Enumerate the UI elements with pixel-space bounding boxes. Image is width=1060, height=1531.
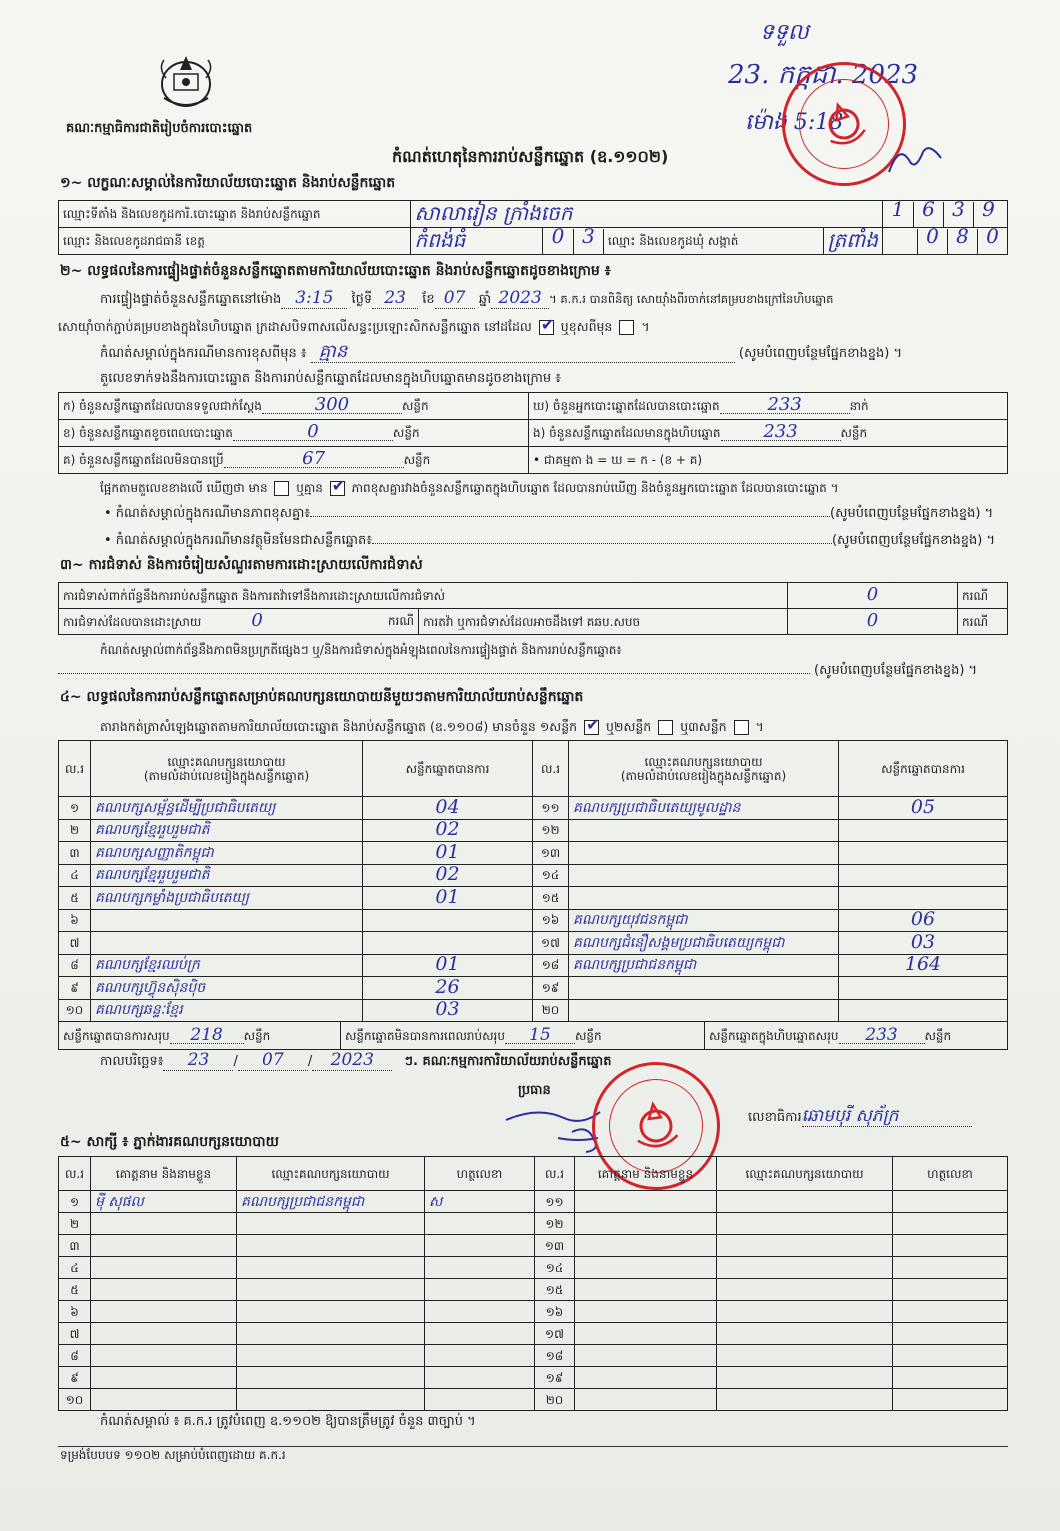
witness-no: ៣ — [59, 1235, 91, 1257]
location-code: 1 6 3 9 — [882, 201, 1007, 228]
received-note: ទទួល — [760, 20, 809, 45]
witness-party — [717, 1191, 893, 1213]
three-sheet-checkbox[interactable] — [734, 720, 749, 735]
table-row — [59, 797, 1008, 820]
party-no: ១៩ — [533, 977, 569, 1000]
witness-no: ២០ — [535, 1389, 575, 1411]
witness-party — [237, 1235, 425, 1257]
party-votes: 26 — [363, 977, 533, 1000]
difference-note-line: កំណត់សម្គាល់ក្នុងករណីមានការខុសពីមុន ៖ គ្មាន (សូមបំពេញបន្ថែមផ្នែកខាងខ្នង) ។ — [100, 341, 903, 362]
witness-name: ម៉ី សុផល — [91, 1191, 237, 1213]
party-no: ២០ — [533, 999, 569, 1022]
witness-no: ១៩ — [535, 1367, 575, 1389]
witness-name — [91, 1213, 237, 1235]
witness-party — [237, 1213, 425, 1235]
commune-code: 0 8 0 — [882, 228, 1007, 255]
witness-signature: ស — [425, 1191, 535, 1213]
nec-emblem-icon — [150, 48, 222, 114]
party-no: ១១ — [533, 797, 569, 820]
witness-name — [575, 1389, 717, 1411]
witness-table: ល.រ គោត្តនាម និងនាមខ្លួន ឈ្មោះគណបក្សនយោបាយ ហត្ថលេខា ល.រ គោត្តនាម និងនាមខ្លួន ឈ្មោះគណបក្សនយោបាយ ហត្ថលេខា ១ ម៉ី សុផល គណបក្សប្រជាជនកម្ពុជា ស ១១ ២ ១២ ៣ ១៣ ៤ ១៤ ៥ ១៥ ៦ ១៦ ៧ ១៧ ៨ ១៨ ៩ ១៩ ១០ ២០ — [58, 1156, 1008, 1411]
table-row — [59, 1323, 1008, 1345]
irregularity-note-back: (សូមបំពេញបន្ថែមផ្នែកខាងខ្នង) ។ — [814, 663, 978, 678]
witness-party — [237, 1301, 425, 1323]
party-name: គណបក្សប្រជាជនកម្ពុជា — [569, 954, 839, 977]
unchanged-checkbox[interactable]: ✔ — [540, 315, 555, 334]
witness-name — [575, 1301, 717, 1323]
table-row — [59, 819, 1008, 842]
witness-no: ១៧ — [535, 1323, 575, 1345]
witness-no: ១៥ — [535, 1279, 575, 1301]
unused-ballots: គ) ចំនួនសន្លឹកឆ្នោតដែលមិនបានប្រើ 67 សន្លឹក — [59, 447, 529, 474]
witness-signature — [893, 1345, 1008, 1367]
witness-signature — [893, 1301, 1008, 1323]
witness-name — [575, 1235, 717, 1257]
party-votes: 01 — [363, 954, 533, 977]
witness-no: ៧ — [59, 1323, 91, 1345]
witness-name — [91, 1345, 237, 1367]
party-votes — [839, 842, 1008, 865]
witness-no: ៨ — [59, 1345, 91, 1367]
witness-no: ៦ — [59, 1301, 91, 1323]
witness-party: គណបក្សប្រជាជនកម្ពុជា — [237, 1191, 425, 1213]
party-name — [569, 999, 839, 1022]
table-row — [59, 1191, 1008, 1213]
witness-no: ៩ — [59, 1367, 91, 1389]
party-name: គណបក្សជំនឿសង្គមប្រជាធិបតេយ្យកម្ពុជា — [569, 932, 839, 955]
party-votes — [839, 887, 1008, 910]
table-row — [59, 1301, 1008, 1323]
witness-no: ៤ — [59, 1257, 91, 1279]
location-value: សាលារៀន ក្រាំងចេក — [410, 201, 882, 228]
witness-name — [575, 1345, 717, 1367]
witness-party — [717, 1345, 893, 1367]
party-votes: 04 — [363, 797, 533, 820]
party-name: គណបក្សខ្មែរឈប់ក្រ — [91, 954, 363, 977]
formula: • ជាគម្មតា ង = ឃ = ក - (ខ + គ) — [529, 447, 1008, 474]
table-row — [59, 1389, 1008, 1411]
party-no: ១៧ — [533, 932, 569, 955]
section3-title: ៣~ ការជំទាស់ និងការចំរៀយសំណួរតាមការដោះស្រាយលើការជំទាស់ — [60, 557, 423, 573]
table-row — [59, 864, 1008, 887]
party-no: ១០ — [59, 999, 91, 1022]
witness-no: ១១ — [535, 1191, 575, 1213]
table-row — [59, 1367, 1008, 1389]
table-row — [59, 1279, 1008, 1301]
table-row — [59, 977, 1008, 1000]
party-no: ១៦ — [533, 909, 569, 932]
party-name: គណបក្សហ៊្វុនស៊ិនប៉ិច — [91, 977, 363, 1000]
secretary-line: លេខាធិការឆោមបុរី សុភ័ក្រ — [748, 1108, 972, 1127]
witness-signature — [425, 1301, 535, 1323]
province-value: កំពង់ធំ — [410, 228, 542, 255]
witness-signature — [893, 1257, 1008, 1279]
party-votes: 01 — [363, 842, 533, 865]
table-row — [59, 842, 1008, 865]
chair-label: ប្រធាន — [518, 1083, 551, 1098]
witness-no: ៥ — [59, 1279, 91, 1301]
witness-signature — [893, 1367, 1008, 1389]
section4-title: ៤~ លទ្ធផលនៃការរាប់សន្លឹកឆ្នោតសម្រាប់គណបក្សនយោបាយនីមួយៗតាមការិយាល័យរាប់សន្លឹកឆ្នោត — [60, 689, 584, 705]
table-row — [59, 1345, 1008, 1367]
party-no: ១២ — [533, 819, 569, 842]
party-no: ៨ — [59, 954, 91, 977]
tally-sheets-line: តារាងកត់ត្រាសំឡេងឆ្នោតតាមការិយាល័យបោះឆ្នោត និងរាប់សន្លឹកឆ្នោត (ឧ.១១០៨) មានចំនួន ១សន្លឹក ✔ ឬ២សន្លឹក ឬ៣សន្លឹក ។ — [100, 715, 764, 734]
witness-signature — [425, 1345, 535, 1367]
ballots-in-box: ង) ចំនួនសន្លឹកឆ្នោតដែលមានក្នុងហិបឆ្នោត 233 សន្លឹក — [529, 420, 1008, 447]
witness-party — [717, 1367, 893, 1389]
table-row — [59, 1257, 1008, 1279]
witness-party — [237, 1323, 425, 1345]
party-name: គណបក្សសញ្ញាតិកម្ពុជា — [91, 842, 363, 865]
party-votes: 02 — [363, 864, 533, 887]
footer-rule — [58, 1446, 1008, 1447]
witness-signature — [425, 1235, 535, 1257]
witness-no: ១៣ — [535, 1235, 575, 1257]
verification-line2: សោយ៉ាំចាក់ភ្ជាប់គម្របខាងក្នុងនៃហិបឆ្នោត ក្រដាសបិទពាសលើសន្ទះប្រឡោះសិកសន្លឹកឆ្នោត នៅដដែល ✔ ឬខុសពីមុន ។ — [58, 315, 650, 334]
form-reference: ទម្រង់បែបបទ ១១០២ សម្រាប់បំពេញដោយ គ.ក.រ — [60, 1448, 286, 1462]
changed-checkbox[interactable] — [619, 320, 634, 335]
party-votes — [363, 932, 533, 955]
witness-signature — [893, 1279, 1008, 1301]
witness-name — [91, 1367, 237, 1389]
total-in-box: សន្លឹកឆ្នោតក្នុងហិបឆ្នោតសរុប 233 សន្លឹក — [705, 1022, 1008, 1050]
complaints-table: ការជំទាស់ពាក់ព័ន្ធនឹងការរាប់សន្លឹកឆ្នោត និងការតវ៉ាទៅនឹងការដោះស្រាយលើការជំទាស់ 0 ករណី ការជំទាស់ដែលបានដោះស្រាយ 0 ករណី ការតវ៉ា ឬការជំទាស់ដែលអាចដឹងទៅ គឆប.សបច 0 ករណី — [58, 582, 1008, 635]
party-votes — [839, 819, 1008, 842]
party-no: ១៨ — [533, 954, 569, 977]
one-sheet-checkbox[interactable]: ✔ — [586, 715, 600, 734]
witness-name — [91, 1235, 237, 1257]
witness-signature — [425, 1279, 535, 1301]
witness-party — [237, 1257, 425, 1279]
spoiled-ballots: ខ) ចំនួនសន្លឹកឆ្នោតខូចពេលបោះឆ្នោត 0 សន្លឹក — [59, 420, 529, 447]
figures-intro: តួលេខទាក់ទងនឹងការបោះឆ្នោត និងការរាប់សន្លឹកឆ្នោតដែលមានក្នុងហិបឆ្នោតមានដូចខាងក្រោម ៖ — [100, 371, 561, 386]
complaints-label: ការជំទាស់ពាក់ព័ន្ធនឹងការរាប់សន្លឹកឆ្នោត និងការតវ៉ាទៅនឹងការដោះស្រាយលើការជំទាស់ — [59, 583, 788, 609]
witness-signature — [425, 1367, 535, 1389]
location-label: ឈ្មោះទីតាំង និងលេខកូដការិ.បោះឆ្នោត និងរាប់សន្លឹកឆ្នោត — [59, 201, 411, 228]
witness-name — [575, 1191, 717, 1213]
complaints-value: 0 — [788, 583, 958, 609]
chair-signature-top — [885, 138, 945, 178]
party-votes — [839, 999, 1008, 1022]
witness-name — [91, 1301, 237, 1323]
escalated-value: 0 — [788, 609, 958, 635]
committee-name: គណៈកម្មាធិការជាតិរៀបចំការបោះឆ្នោត — [66, 121, 253, 136]
signing-date: កាលបរិច្ឆេទ៖ 23 / 07 / 2023 ៗ. គណៈកម្មការការិយាល័យរាប់សន្លឹកឆ្នោត — [100, 1050, 612, 1070]
witness-signature — [425, 1213, 535, 1235]
party-name — [91, 909, 363, 932]
witness-name — [575, 1323, 717, 1345]
witness-signature — [425, 1257, 535, 1279]
witness-party — [237, 1345, 425, 1367]
table-row — [59, 887, 1008, 910]
difference-check: ផ្អែកតាមតួលេខខាងលើ ឃើញថា មាន ឬគ្មាន ✔ ភាពខុសគ្នារវាងចំនួនសន្លឹកឆ្នោតក្នុងហិបឆ្នោត ដែលបានរាប់ឃើញ និងចំនួនអ្នកបោះឆ្នោត ដែលបានបោះឆ្នោត ។ — [100, 476, 839, 495]
witness-no: ១៤ — [535, 1257, 575, 1279]
received-time: ម៉ោង 5:18 — [745, 110, 844, 135]
difference-remark: • កំណត់សម្គាល់ក្នុងករណីមានភាពខុសគ្នា៖ (សូមបំពេញបន្ថែមផ្នែកខាងខ្នង) ។ — [104, 506, 994, 521]
party-votes — [363, 909, 533, 932]
voters-count: ឃ) ចំនួនអ្នកបោះឆ្នោតដែលបានបោះឆ្នោត 233 នាក់ — [529, 393, 1008, 420]
witness-name — [91, 1389, 237, 1411]
party-votes — [839, 864, 1008, 887]
party-name — [569, 819, 839, 842]
table-row — [59, 1213, 1008, 1235]
party-name — [569, 864, 839, 887]
irregularity-remark: កំណត់សម្គាល់ពាក់ព័ន្ធនឹងភាពមិនប្រក្រតីផ្សេងៗ ឬ/និងការជំទាស់ក្នុងអំឡុងពេលនៃការផ្ទៀងផ្ទាត់ និងការរាប់សន្លឹកឆ្នោត៖ — [100, 643, 622, 657]
witness-no: ១៦ — [535, 1301, 575, 1323]
witness-signature — [893, 1235, 1008, 1257]
party-votes: 03 — [363, 999, 533, 1022]
section1-title: ១~ លក្ខណៈសម្គាល់នៃការិយាល័យបោះឆ្នោត និងរាប់សន្លឹកឆ្នោត — [60, 175, 396, 191]
province-label: ឈ្មោះ និងលេខកូដរាជធានី ខេត្ត — [59, 228, 411, 255]
party-name — [569, 977, 839, 1000]
witness-party — [717, 1235, 893, 1257]
section5-title: ៥~ សាក្សី ៖ ភ្នាក់ងារគណបក្សនយោបាយ — [60, 1134, 279, 1150]
table-row — [59, 932, 1008, 955]
party-votes: 03 — [839, 932, 1008, 955]
figures-table — [58, 392, 1008, 474]
party-votes: 05 — [839, 797, 1008, 820]
witness-no: ២ — [59, 1213, 91, 1235]
witness-signature — [893, 1213, 1008, 1235]
witness-party — [237, 1389, 425, 1411]
commune-value: ត្រពាំង — [823, 228, 882, 255]
two-sheet-checkbox[interactable] — [658, 720, 673, 735]
location-table — [58, 200, 1008, 255]
table-row — [59, 954, 1008, 977]
party-no: ១៤ — [533, 864, 569, 887]
party-no: ១៥ — [533, 887, 569, 910]
witness-party — [237, 1279, 425, 1301]
witness-name — [575, 1279, 717, 1301]
witness-signature — [893, 1389, 1008, 1411]
party-votes: 06 — [839, 909, 1008, 932]
party-name: គណបក្សឆន្ទៈខ្មែរ — [91, 999, 363, 1022]
witness-no: ១០ — [59, 1389, 91, 1411]
total-invalid: សន្លឹកឆ្នោតមិនបានការពេលរាប់សរុប 15 សន្លឹក — [341, 1022, 705, 1050]
witness-party — [717, 1257, 893, 1279]
resolved-label: ការជំទាស់ដែលបានដោះស្រាយ 0 ករណី — [59, 609, 419, 635]
table-row — [59, 999, 1008, 1022]
party-name: គណបក្សកម្លាំងប្រជាធិបតេយ្យ — [91, 887, 363, 910]
witness-party — [717, 1323, 893, 1345]
received-date: 23. កក្កដា. 2023 — [728, 60, 919, 90]
party-no: ៤ — [59, 864, 91, 887]
irregularity-dots — [58, 673, 810, 674]
witness-signature — [425, 1323, 535, 1345]
witness-party — [717, 1279, 893, 1301]
party-no: ៧ — [59, 932, 91, 955]
party-name — [569, 887, 839, 910]
escalated-label: ការតវ៉ា ឬការជំទាស់ដែលអាចដឹងទៅ គឆប.សបច — [419, 609, 788, 635]
witness-no: ១ — [59, 1191, 91, 1213]
party-no: ២ — [59, 819, 91, 842]
party-no: ១ — [59, 797, 91, 820]
party-name — [91, 932, 363, 955]
party-votes: 01 — [363, 887, 533, 910]
party-votes: 02 — [363, 819, 533, 842]
table-row — [59, 1235, 1008, 1257]
form-title: កំណត់ហេតុនៃការរាប់សន្លឹកឆ្នោត (ឧ.១១០២) — [392, 147, 669, 166]
witness-signature — [893, 1191, 1008, 1213]
party-results-table: ល.រ ឈ្មោះគណបក្សនយោបាយ (តាមលំដាប់លេខរៀងក្នុងសន្លឹកឆ្នោត) សន្លឹកឆ្នោតបានការ ល.រ ឈ្មោះគណបក្សនយោបាយ (តាមលំដាប់លេខរៀងក្នុងសន្លឹកឆ្នោត) សន្លឹកឆ្នោតបានការ ១ គណបក្សសម្ព័ន្ធដើម្បីប្រជាធិបតេយ្យ 04 ១១ គណបក្សប្រជាធិបតេយ្យមូលដ្ឋាន 05 ២ គណបក្សខ្មែររួបរួមជាតិ 02 ១២ ៣ គណបក្សសញ្ញាតិកម្ពុជា 01 ១៣ ៤ គណបក្សខ្មែររួបរួមជាតិ 02 ១៤ ៥ គណបក្សកម្លាំងប្រជាធិបតេយ្យ 01 ១៥ ៦ ១៦ គណបក្សយុវជនកម្ពុជា 06 ៧ ១៧ គណបក្សជំនឿសង្គមប្រជាធិបតេយ្យកម្ពុជា 03 ៨ គណបក្សខ្មែរឈប់ក្រ 01 ១៨ គណបក្សប្រជាជនកម្ពុជា 164 ៩ គណបក្សហ៊្វុនស៊ិនប៉ិច 26 ១៩ ១០ គណបក្សឆន្ទៈខ្មែរ 03 ២០ — [58, 740, 1008, 1022]
witness-party — [717, 1213, 893, 1235]
no-difference-checkbox[interactable]: ✔ — [331, 476, 346, 495]
received-ballots: ក) ចំនួនសន្លឹកឆ្នោតដែលបានទទួលជាក់ស្តែង 300 សន្លឹក — [59, 393, 529, 420]
witness-name — [91, 1279, 237, 1301]
party-no: ៦ — [59, 909, 91, 932]
has-difference-checkbox[interactable] — [274, 481, 289, 496]
party-no: ១៣ — [533, 842, 569, 865]
party-name: គណបក្សខ្មែររួបរួមជាតិ — [91, 819, 363, 842]
witness-signature — [893, 1323, 1008, 1345]
party-name: គណបក្សប្រជាធិបតេយ្យមូលដ្ឋាន — [569, 797, 839, 820]
witness-name — [575, 1213, 717, 1235]
table-row — [59, 909, 1008, 932]
party-name — [569, 842, 839, 865]
witness-party — [237, 1367, 425, 1389]
total-valid: សន្លឹកឆ្នោតបានការសរុប 218 សន្លឹក — [59, 1022, 341, 1050]
party-name: គណបក្សសម្ព័ន្ធដើម្បីប្រជាធិបតេយ្យ — [91, 797, 363, 820]
foreign-object-remark: • កំណត់សម្គាល់ក្នុងករណីមានវត្ថុមិនមែនជាសន្លឹកឆ្នោត៖ (សូមបំពេញបន្ថែមផ្នែកខាងខ្នង) ។ — [104, 533, 996, 548]
party-no: ៣ — [59, 842, 91, 865]
witness-no: ១២ — [535, 1213, 575, 1235]
verification-line1: ការផ្ទៀងផ្ទាត់ចំនួនសន្លឹកឆ្នោតនៅម៉ោង 3:15 ថ្ងៃទី 23 ខែ 07 ឆ្នាំ 2023 ។ គ.ក.រ បានពិនិត្យ សោយ៉ាំងពីរចាក់នៅគម្របខាងក្រៅនៃហិបឆ្នោត — [100, 288, 834, 308]
province-code-and-commune-label: 0 3 ឈ្មោះ និងលេខកូដឃុំ សង្កាត់ — [542, 228, 823, 255]
witness-signature — [425, 1389, 535, 1411]
party-name: គណបក្សយុវជនកម្ពុជា — [569, 909, 839, 932]
party-votes: 164 — [839, 954, 1008, 977]
footer-note: កំណត់សម្គាល់ ៖ គ.ក.រ ត្រូវបំពេញ ឧ.១១០២ ឱ្យបានត្រឹមត្រូវ ចំនួន ៣ច្បាប់ ។ — [100, 1414, 476, 1429]
witness-name — [575, 1257, 717, 1279]
party-no: ៥ — [59, 887, 91, 910]
totals-row — [58, 1021, 1008, 1050]
witness-party — [717, 1301, 893, 1323]
party-name: គណបក្សខ្មែររួបរួមជាតិ — [91, 864, 363, 887]
witness-name — [91, 1323, 237, 1345]
party-no: ៩ — [59, 977, 91, 1000]
section2-title: ២~ លទ្ធផលនៃការផ្ទៀងផ្ទាត់ចំនួនសន្លឹកឆ្នោតតាមការិយាល័យបោះឆ្នោត និងរាប់សន្លឹកឆ្នោតដូចខាងក្រោម ៖ — [60, 263, 611, 279]
witness-name — [91, 1257, 237, 1279]
party-votes — [839, 977, 1008, 1000]
witness-no: ១៨ — [535, 1345, 575, 1367]
witness-name — [575, 1367, 717, 1389]
witness-party — [717, 1389, 893, 1411]
